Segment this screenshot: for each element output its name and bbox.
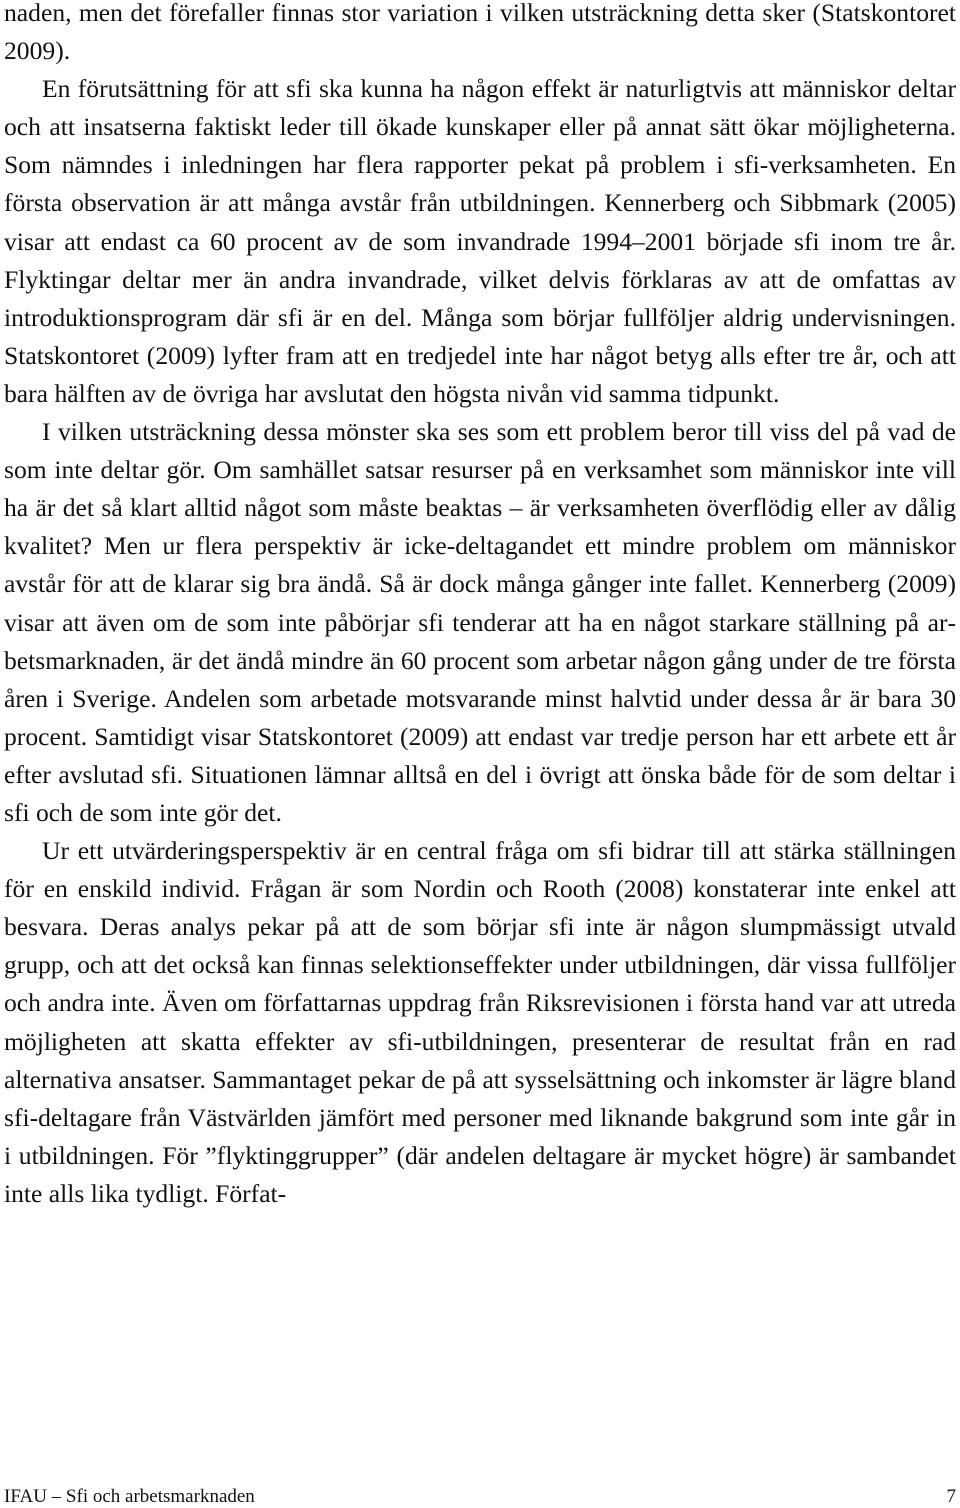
paragraph-continued: naden, men det förefaller finnas stor variation i vilken utsträckning detta sker (Statskontoret 2009). bbox=[4, 0, 956, 66]
body-text bbox=[4, 0, 956, 1213]
footer-running-title: IFAU – Sfi och arbetsmarknaden bbox=[4, 1486, 255, 1507]
document-page bbox=[4, 0, 956, 1508]
page-footer bbox=[4, 1486, 956, 1508]
paragraph: Ur ett utvärderingsperspektiv är en central fråga om sfi bidrar till att stärka ställningen för en enskild individ. Frågan är som Nordin och Rooth (2008) konstaterar inte enkel att besvara. Deras analys pekar på att de som börjar sfi inte är någon slumpmässigt utvald grupp, och att det också kan finnas selektionseffekter under utbildningen, där vissa fullföljer och andra inte. Även om författarnas uppdrag från Riksrevisionen i första hand var att utreda möjligheten att skatta effekter av sfi-utbildningen, presenterar de resultat från en rad alternativa ansatser. Sammantaget pekar de på att sysselsättning och inkomster är lägre bland sfi-deltagare från Västvärlden jämfört med personer med liknande bakgrund som inte går in i utbildningen. För ”flyktinggrupper” (där andelen deltagare är mycket högre) är sambandet inte alls lika tydligt. Förfat- bbox=[4, 836, 956, 1208]
page-number: 7 bbox=[946, 1486, 956, 1507]
paragraph: I vilken utsträckning dessa mönster ska ses som ett problem beror till viss del på vad de som inte deltar gör. Om samhället satsar resurser på en verksamhet som människor inte vill ha är det så klart alltid något som måste beaktas – är verksamheten överflödig eller av dålig kvalitet? Men ur flera perspektiv är icke-deltagandet ett mindre problem om människor avstår för att de klarar sig bra ändå. Så är dock många gånger inte fallet. Kennerberg (2009) visar att även om de som inte påbörjar sfi tenderar att ha en något starkare ställning på arbetsmarknaden, är det ändå mindre än 60 procent som arbetar någon gång under de tre första åren i Sverige. Andelen som arbetade motsvarande minst halvtid under dessa år är bara 30 procent. Samtidigt visar Statskontoret (2009) att endast var tredje person har ett arbete ett år efter avslutad sfi. Situationen lämnar alltså en del i övrigt att önska både för de som deltar i sfi och de som inte gör det. bbox=[4, 417, 956, 827]
paragraph: En förutsättning för att sfi ska kunna ha någon effekt är naturligtvis att människor deltar och att insatserna faktiskt leder till ökade kunskaper eller på annat sätt ökar möjligheterna. Som nämndes i inledningen har flera rapporter pekat på problem i sfi-verksamheten. En första observation är att många avstår från utbildningen. Kennerberg och Sibbmark (2005) visar att endast ca 60 procent av de som invandrade 1994–2001 började sfi inom tre år. Flyktingar deltar mer än andra invandrade, vilket delvis förklaras av att de omfattas av introduktionsprogram där sfi är en del. Många som börjar fullföljer aldrig undervisningen. Statskontoret (2009) lyfter fram att en tredjedel inte har något betyg alls efter tre år, och att bara hälften av de övriga har avslutat den högsta nivån vid samma tidpunkt. bbox=[4, 74, 956, 408]
